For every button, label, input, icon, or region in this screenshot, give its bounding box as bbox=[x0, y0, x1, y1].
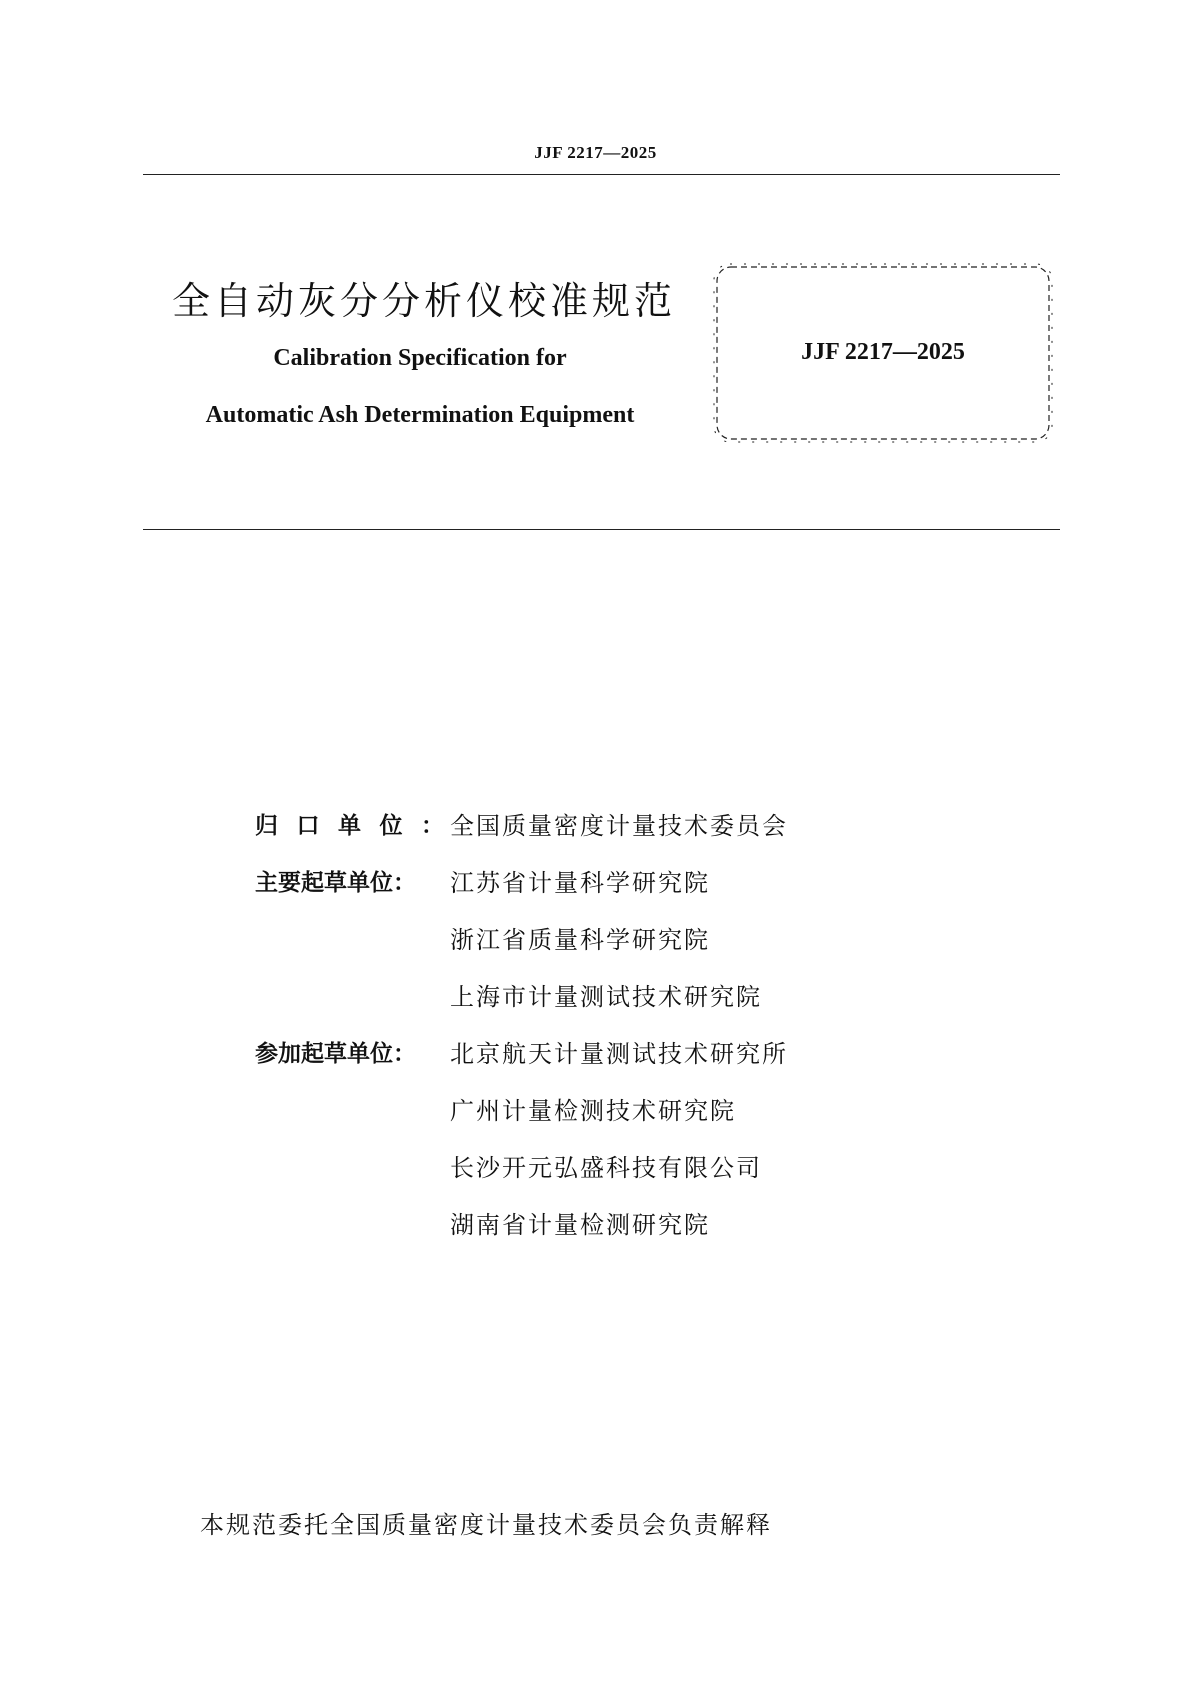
unit-row-responsible bbox=[255, 795, 875, 852]
unit-value-main-2: 浙江省质量科学研究院 bbox=[450, 926, 710, 954]
unit-label-responsible: 归 口 单 位 ： bbox=[255, 813, 444, 839]
drafting-units bbox=[255, 795, 875, 1251]
unit-row-main-3 bbox=[255, 966, 875, 1023]
footer-note: 本规范委托全国质量密度计量技术委员会负责解释 bbox=[200, 1511, 772, 1539]
unit-value-part-3: 长沙开元弘盛科技有限公司 bbox=[450, 1154, 762, 1182]
code-box-text: JJF 2217—2025 bbox=[801, 339, 965, 365]
code-box bbox=[713, 263, 1053, 443]
section-rule bbox=[143, 529, 1060, 530]
unit-value-main-3: 上海市计量测试技术研究院 bbox=[450, 983, 762, 1011]
unit-row-part-3 bbox=[255, 1137, 875, 1194]
unit-value-main-1: 江苏省计量科学研究院 bbox=[450, 869, 710, 897]
title-en-line2: Automatic Ash Determination Equipment bbox=[205, 402, 635, 428]
title-en-line1: Calibration Specification for bbox=[273, 345, 567, 371]
unit-row-part-4 bbox=[255, 1194, 875, 1251]
unit-value-part-1: 北京航天计量测试技术研究所 bbox=[450, 1040, 788, 1068]
unit-value-responsible: 全国质量密度计量技术委员会 bbox=[450, 812, 788, 840]
unit-row-part-2 bbox=[255, 1080, 875, 1137]
header-rule bbox=[143, 174, 1060, 175]
header-code: JJF 2217—2025 bbox=[534, 143, 657, 162]
unit-label-main: 主要起草单位： bbox=[255, 870, 416, 896]
unit-label-participating: 参加起草单位： bbox=[255, 1041, 416, 1067]
unit-row-main-2 bbox=[255, 909, 875, 966]
unit-value-part-2: 广州计量检测技术研究院 bbox=[450, 1097, 736, 1125]
title-cn: 全自动灰分分析仪校准规范 bbox=[172, 279, 677, 323]
unit-value-part-4: 湖南省计量检测研究院 bbox=[450, 1211, 710, 1239]
unit-row-part-1 bbox=[255, 1023, 875, 1080]
unit-row-main-1 bbox=[255, 852, 875, 909]
